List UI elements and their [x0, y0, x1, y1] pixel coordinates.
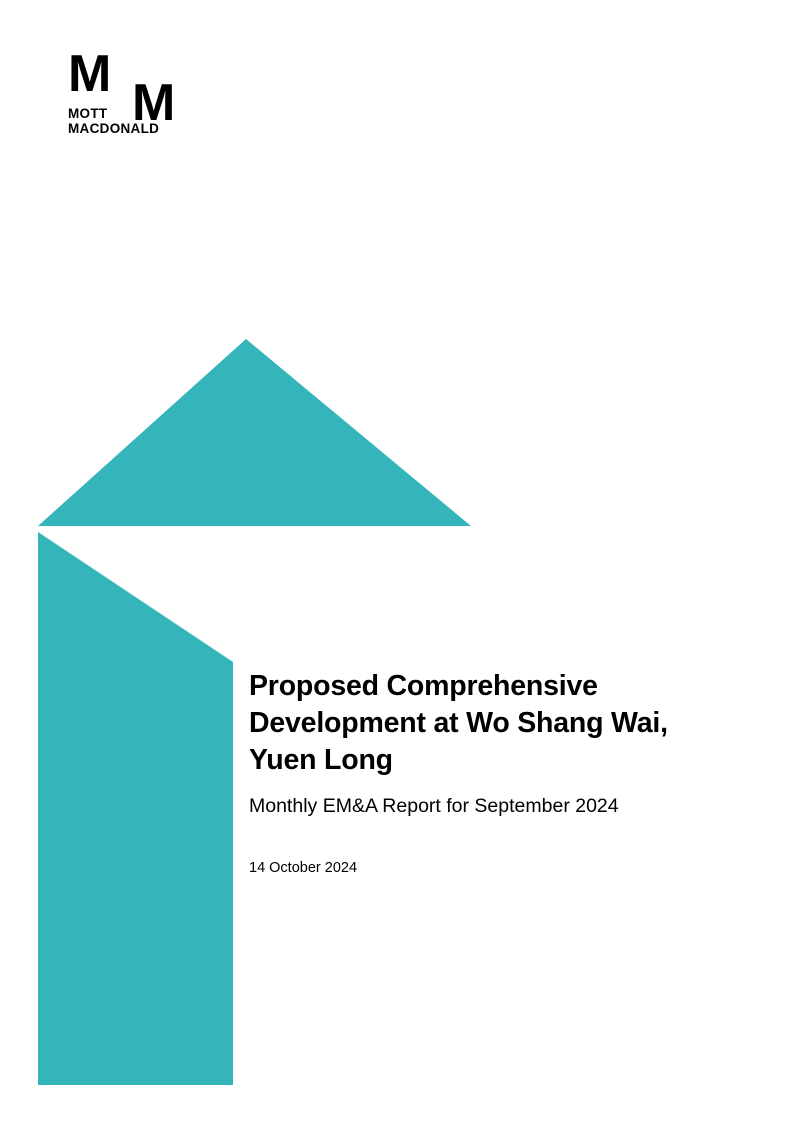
- cover-title-block: [249, 668, 719, 878]
- logo-letter-m-top: M: [68, 45, 111, 103]
- logo-wordmark-line-2: MACDONALD: [68, 121, 160, 136]
- logo-letter-m-bottom: M: [132, 74, 175, 132]
- mott-macdonald-logo: [68, 45, 228, 144]
- page-subtitle: Monthly EM&A Report for September 2024: [249, 795, 619, 817]
- logo-wordmark: [68, 106, 159, 136]
- graphic-column: [38, 532, 233, 1085]
- graphic-triangle: [38, 339, 471, 526]
- document-date: 14 October 2024: [249, 860, 358, 876]
- page-title: Proposed Comprehensive Development at Wo Shang Wai, Yuen Long: [249, 670, 668, 776]
- logo-wordmark-line-1: MOTT: [68, 106, 108, 121]
